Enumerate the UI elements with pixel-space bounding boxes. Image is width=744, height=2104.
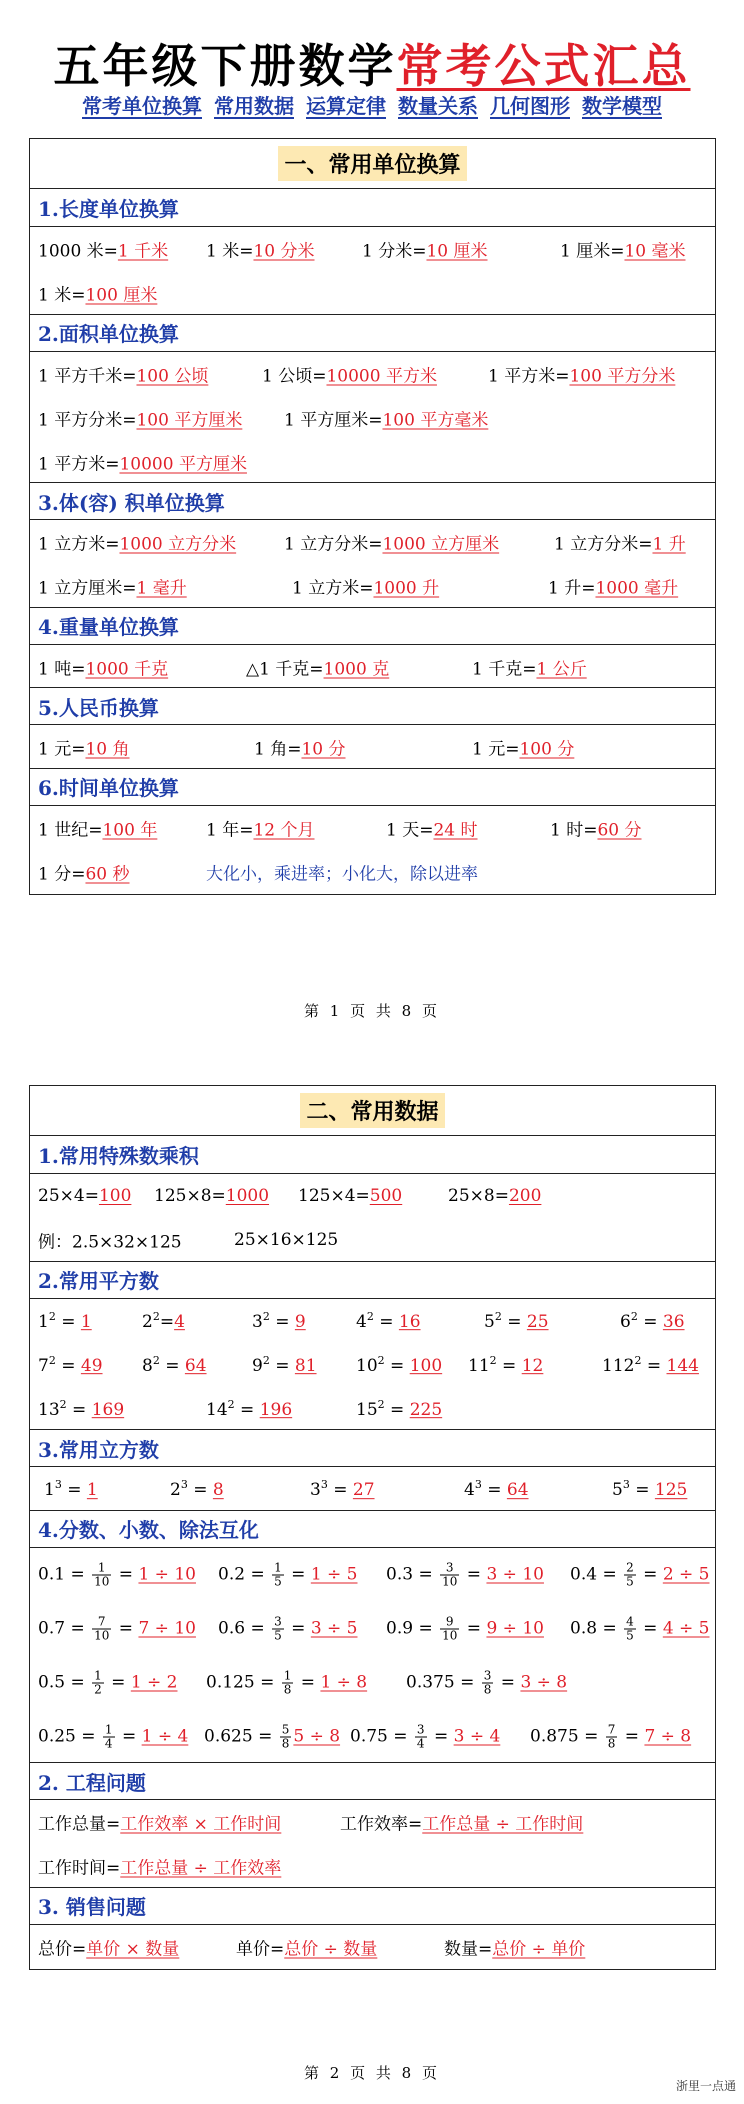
fraction-formula: 0.1 = $\frac{1}{10}$ = 1 ÷ 10 (38, 1560, 196, 1588)
formula: 1 公顷=10000 平方米 (262, 366, 437, 386)
fraction-formula: 0.8 = $\frac{4}{5}$ = 4 ÷ 5 (570, 1614, 710, 1642)
title-red: 常考公式汇总 (396, 39, 691, 93)
formula: 1 立方厘米=1 毫升 (38, 578, 187, 599)
cubes-row (30, 1467, 715, 1511)
fraction-formula: 0.625 = $\frac{5}{8}$ 5 ÷ 8 (204, 1722, 341, 1750)
title-black: 五年级下册数学 (53, 39, 397, 93)
square: $3^2 = 9$ (252, 1309, 306, 1332)
subhead-time: 6.时间单位换算 (30, 768, 715, 806)
fraction-row (30, 1710, 715, 1764)
formula: 125×4=500 (298, 1186, 403, 1206)
formula: 1 平方厘米=100 平方毫米 (284, 410, 489, 430)
formula-row (30, 1800, 715, 1844)
watermark: 浙里一点通 (675, 2079, 736, 2093)
section-title (30, 139, 715, 189)
formula-row (30, 440, 715, 484)
nav-link[interactable]: 常用数据 (214, 94, 294, 118)
fraction-formula: 0.3 = $\frac{3}{10}$ = 3 ÷ 10 (386, 1560, 544, 1588)
sheet-unit-conversion (29, 138, 716, 895)
square: $7^2 = 49$ (38, 1353, 103, 1376)
formula: △1 千克=1000 克 (246, 659, 390, 679)
formula: 1 平方米=100 平方分米 (488, 366, 676, 386)
formula-row (30, 396, 715, 440)
formula: 工作总量=工作效率 × 工作时间 (38, 1814, 282, 1835)
cube: $2^3 = 8$ (170, 1478, 224, 1500)
fraction-formula: 0.9 = $\frac{9}{10}$ = 9 ÷ 10 (386, 1614, 544, 1642)
fraction-formula: 0.5 = $\frac{1}{2}$ = 1 ÷ 2 (38, 1668, 178, 1696)
example: 25×16×125 (234, 1230, 339, 1250)
square: $14^2 = 196$ (206, 1397, 293, 1420)
formula: 1 平方分米=100 平方厘米 (38, 410, 243, 430)
sheet-common-data (29, 1085, 716, 1970)
cube: $1^3 = 1$ (44, 1478, 98, 1500)
subhead-weight: 4.重量单位换算 (30, 607, 715, 645)
fraction-formula: 0.2 = $\frac{1}{5}$ = 1 ÷ 5 (218, 1560, 358, 1588)
cube: $4^3 = 64$ (464, 1478, 529, 1500)
formula: 1 角=10 分 (254, 739, 346, 760)
subhead-length: 1.长度单位换算 (30, 189, 715, 227)
square: $9^2 = 81$ (252, 1353, 317, 1376)
formula: 1 立方分米=1 升 (554, 534, 686, 555)
section-title-text: 二、常用数据 (300, 1093, 444, 1128)
square: $11^2 = 12$ (468, 1353, 544, 1376)
fraction-row (30, 1548, 715, 1602)
squares-row (30, 1343, 715, 1387)
formula-row (30, 1844, 715, 1888)
subhead-area: 2.面积单位换算 (30, 314, 715, 352)
formula-row (30, 1174, 715, 1218)
formula-row (30, 520, 715, 564)
fraction-formula: 0.875 = $\frac{7}{8}$ = 7 ÷ 8 (530, 1722, 692, 1750)
fraction-formula: 0.7 = $\frac{7}{10}$ = 7 ÷ 10 (38, 1614, 196, 1642)
nav-link[interactable]: 数学模型 (582, 94, 662, 118)
subhead-work-problems: 2. 工程问题 (30, 1762, 715, 1800)
fraction-row (30, 1656, 715, 1710)
subhead-volume: 3.体(容) 积单位换算 (30, 482, 715, 520)
subhead-fraction-conversion: 4.分数、小数、除法互化 (30, 1510, 715, 1548)
cube: $5^3 = 125$ (612, 1478, 688, 1500)
subhead-squares: 2.常用平方数 (30, 1261, 715, 1299)
formula: 工作时间=工作总量 ÷ 工作效率 (38, 1858, 282, 1879)
nav-link[interactable]: 常考单位换算 (82, 94, 202, 118)
square: $6^2 = 36$ (620, 1309, 685, 1332)
formula: 1 立方分米=1000 立方厘米 (284, 534, 500, 555)
page-footer-2: 第 2 页 共 8 页 (304, 2064, 440, 2082)
square: $5^2 = 25$ (484, 1309, 549, 1332)
formula: 1 米=100 厘米 (38, 285, 158, 306)
subhead-sales-problems: 3. 销售问题 (30, 1887, 715, 1925)
formula: 1 年=12 个月 (206, 820, 315, 840)
formula: 1 立方米=1000 立方分米 (38, 534, 237, 555)
formula: 1 元=100 分 (472, 739, 575, 760)
nav-link[interactable]: 运算定律 (306, 94, 386, 118)
square: $1^2 = 1$ (38, 1309, 92, 1332)
formula: 1 元=10 角 (38, 739, 130, 760)
formula: 1 厘米=10 毫米 (560, 241, 686, 262)
formula-row (30, 227, 715, 271)
nav-link[interactable]: 数量关系 (398, 94, 478, 118)
formula: 1 分=60 秒 (38, 864, 130, 884)
formula: 1 世纪=100 年 (38, 820, 158, 840)
formula: 1 时=60 分 (550, 820, 642, 840)
fraction-formula: 0.4 = $\frac{2}{5}$ = 2 ÷ 5 (570, 1560, 710, 1588)
square: $15^2 = 225$ (356, 1397, 443, 1420)
formula: 1000 米=1 千米 (38, 241, 169, 262)
page-title (0, 30, 744, 96)
page-footer-1: 第 1 页 共 8 页 (304, 1002, 440, 1020)
fraction-formula: 0.6 = $\frac{3}{5}$ = 3 ÷ 5 (218, 1614, 358, 1642)
formula: 1 千克=1 公斤 (472, 659, 587, 679)
squares-row (30, 1299, 715, 1343)
formula-row (30, 850, 715, 894)
formula: 1 分米=10 厘米 (362, 241, 488, 262)
formula: 1 立方米=1000 升 (292, 578, 440, 599)
squares-row (30, 1387, 715, 1431)
square: $112^2 = 144$ (602, 1353, 699, 1376)
fraction-formula: 0.25 = $\frac{1}{4}$ = 1 ÷ 4 (38, 1722, 189, 1750)
formula: 单价=总价 ÷ 数量 (236, 1939, 378, 1959)
subhead-cubes: 3.常用立方数 (30, 1429, 715, 1467)
cube: $3^3 = 27$ (310, 1478, 375, 1500)
topic-nav (0, 90, 744, 119)
nav-link[interactable]: 几何图形 (490, 94, 570, 118)
formula-row (30, 725, 715, 769)
example: 例：2.5×32×125 (38, 1232, 182, 1253)
fraction-formula: 0.375 = $\frac{3}{8}$ = 3 ÷ 8 (406, 1668, 568, 1696)
formula: 1 升=1000 毫升 (548, 578, 679, 599)
formula-row (30, 1925, 715, 1969)
formula: 1 平方千米=100 公顷 (38, 366, 209, 386)
formula-row (30, 645, 715, 689)
formula-row (30, 564, 715, 608)
formula-row (30, 271, 715, 315)
fraction-formula: 0.125 = $\frac{1}{8}$ = 1 ÷ 8 (206, 1668, 368, 1696)
formula: 数量=总价 ÷ 单价 (444, 1939, 586, 1959)
fraction-row (30, 1602, 715, 1656)
square: $13^2 = 169$ (38, 1397, 125, 1420)
formula: 总价=单价 × 数量 (38, 1939, 180, 1959)
conversion-note: 大化小，乘进率；小化大，除以进率 (206, 864, 478, 884)
formula: 1 平方米=10000 平方厘米 (38, 454, 247, 474)
formula-row (30, 806, 715, 850)
formula: 25×8=200 (448, 1186, 542, 1206)
formula: 1 米=10 分米 (206, 241, 315, 262)
fraction-formula: 0.75 = $\frac{3}{4}$ = 3 ÷ 4 (350, 1722, 501, 1750)
square: $10^2 = 100$ (356, 1353, 443, 1376)
subhead-products: 1.常用特殊数乘积 (30, 1136, 715, 1174)
square: $4^2 = 16$ (356, 1309, 421, 1332)
formula: 25×4=100 (38, 1186, 132, 1206)
formula: 工作效率=工作总量 ÷ 工作时间 (340, 1814, 584, 1835)
section-title (30, 1086, 715, 1136)
square: $2^2=4$ (142, 1309, 185, 1332)
formula-row (30, 352, 715, 396)
square: $8^2 = 64$ (142, 1353, 207, 1376)
section-title-text: 一、常用单位换算 (278, 146, 466, 181)
formula-row (30, 1218, 715, 1262)
subhead-money: 5.人民币换算 (30, 687, 715, 725)
formula: 1 吨=1000 千克 (38, 659, 169, 679)
formula: 1 天=24 时 (386, 820, 478, 840)
formula: 125×8=1000 (154, 1186, 270, 1206)
